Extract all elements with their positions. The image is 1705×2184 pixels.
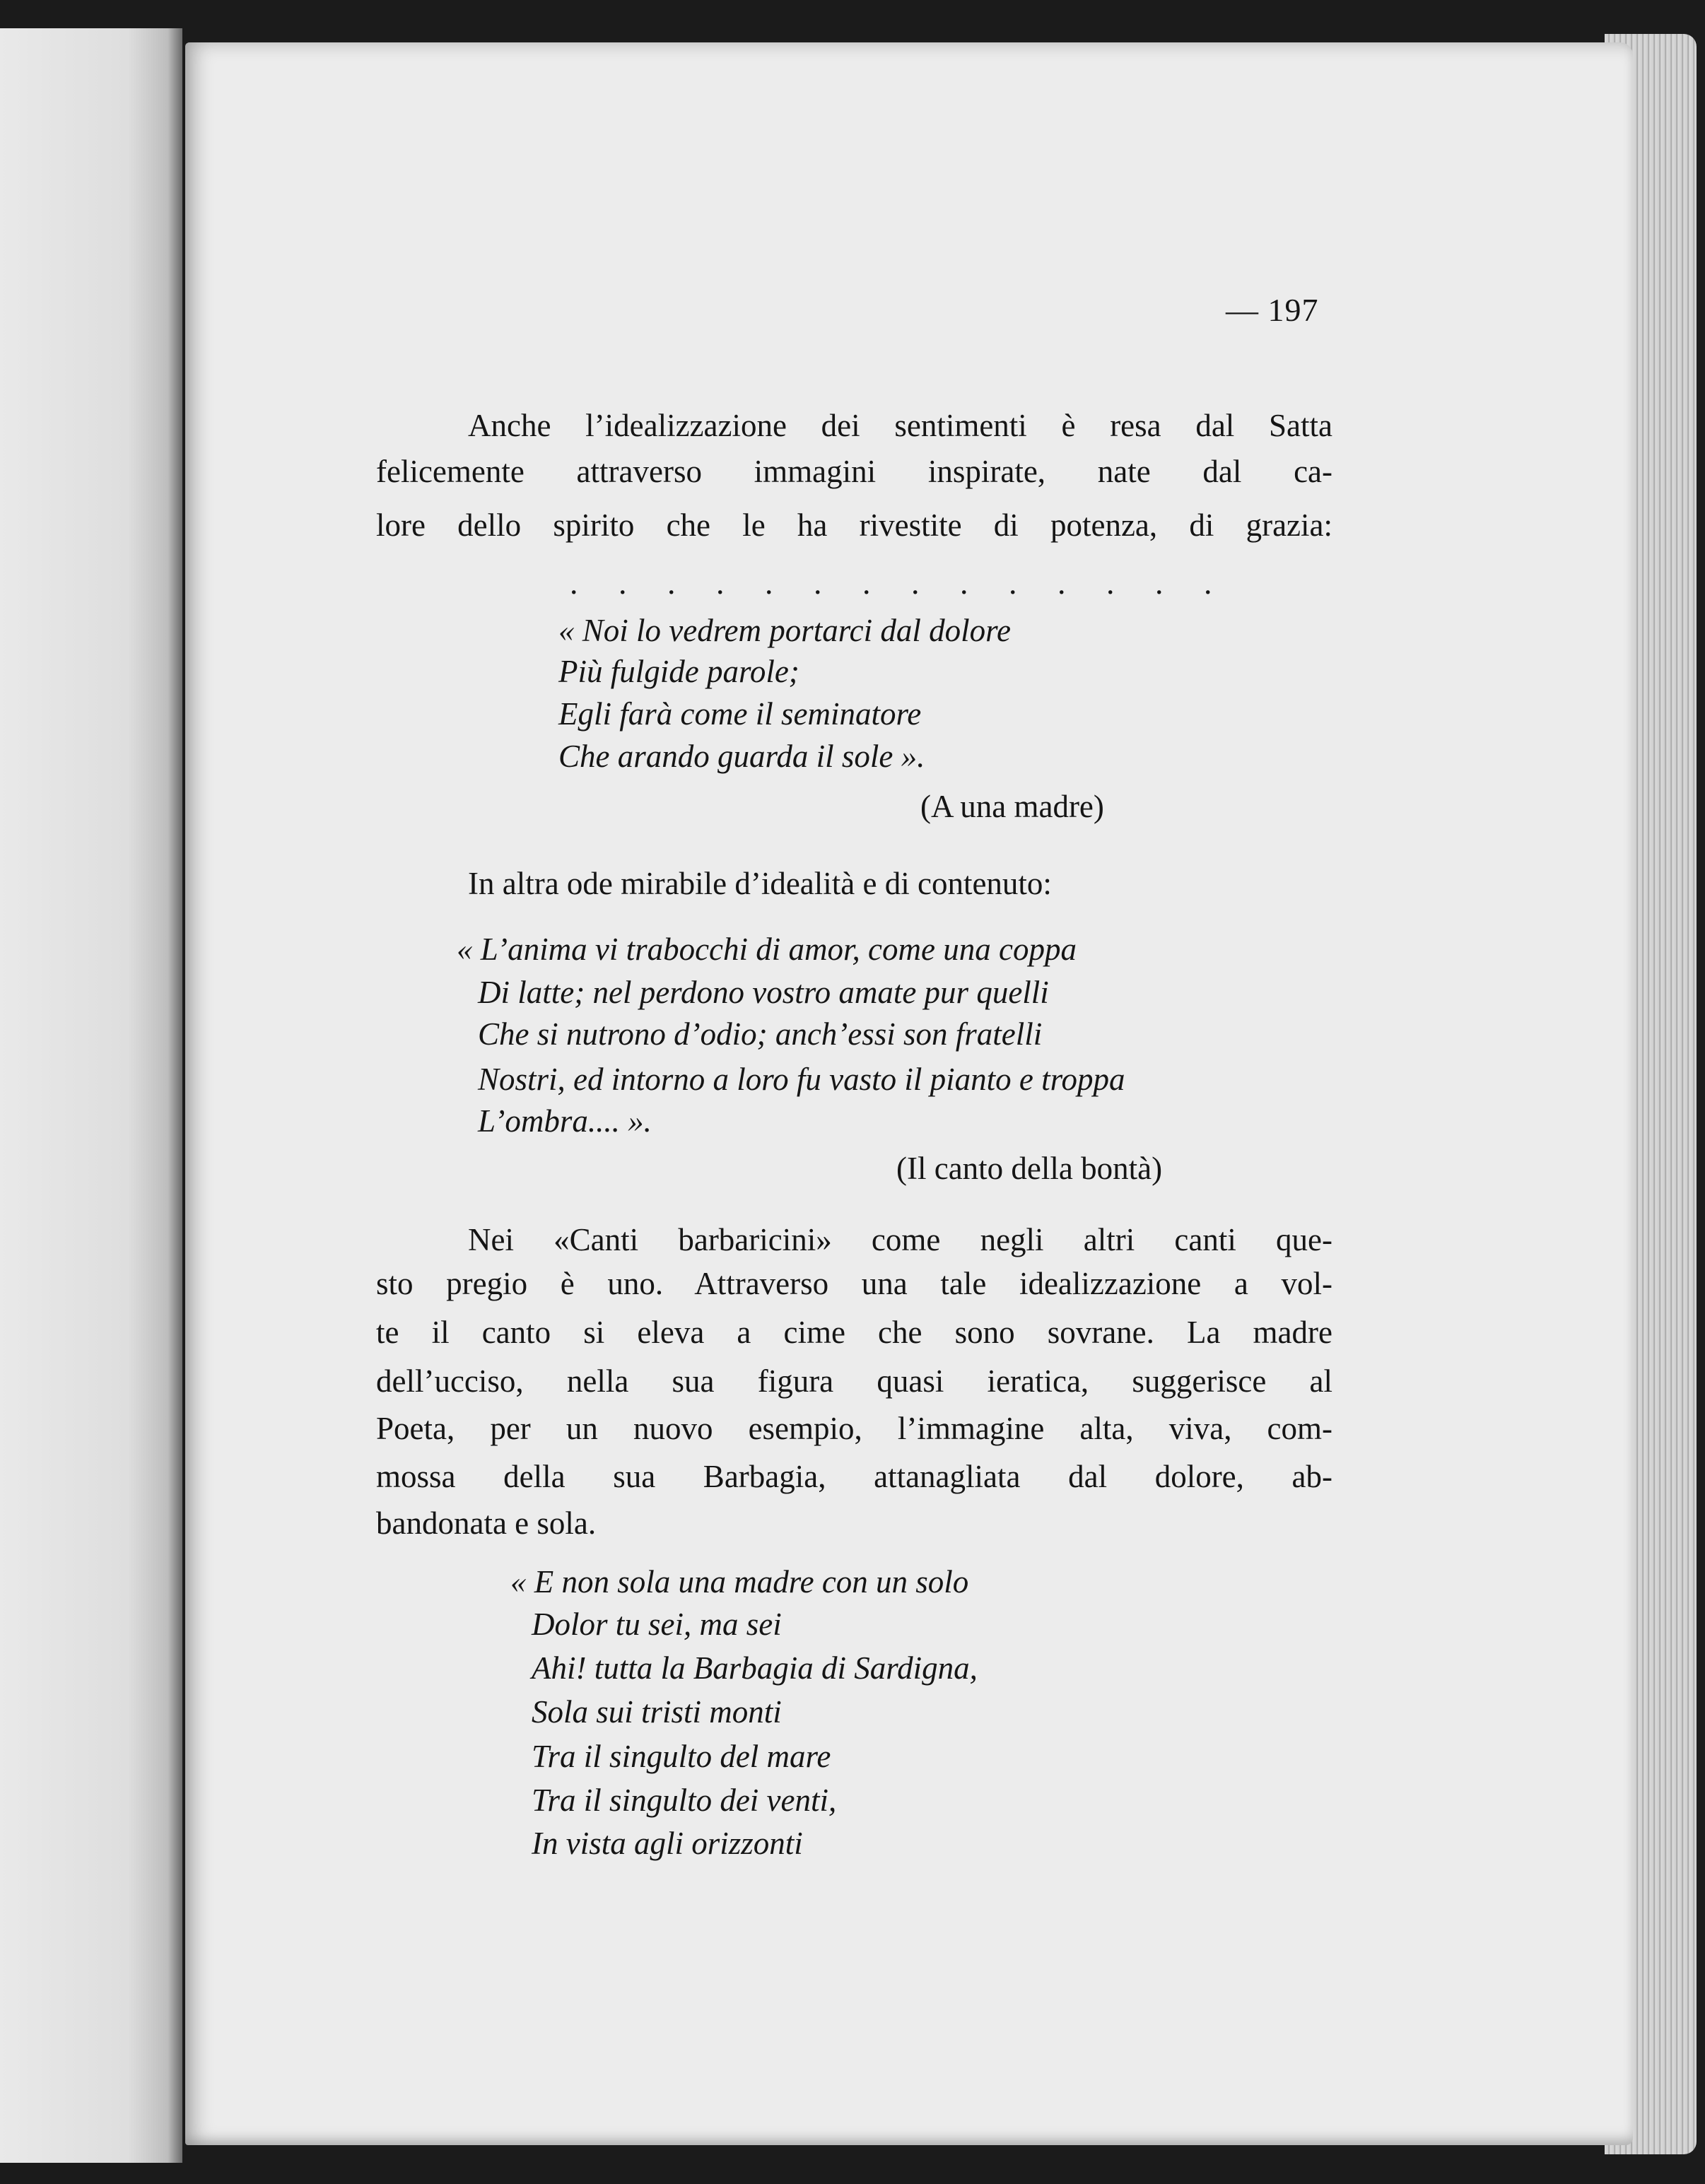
- paragraph-line: Nei «Canti barbaricini» come negli altri canti que-: [468, 1222, 1332, 1257]
- verse-line: Che si nutrono d’odio; anch’essi son fratelli: [478, 1016, 1043, 1052]
- paragraph-line: Anche l’idealizzazione dei sentimenti è resa dal Satta: [468, 408, 1332, 443]
- verse-source: (Il canto della bontà): [896, 1151, 1163, 1186]
- verse-line: « L’anima vi trabocchi di amor, come una coppa: [457, 932, 1077, 967]
- verse-source: (A una madre): [920, 789, 1104, 824]
- verse-line: L’ombra.... ».: [478, 1103, 652, 1139]
- verse-line: Tra il singulto del mare: [532, 1739, 831, 1774]
- verse-line: Che arando guarda il sole ».: [558, 739, 925, 774]
- paragraph-line: felicemente attraverso immagini inspirate, nate dal ca-: [376, 454, 1332, 489]
- verse-line: « Noi lo vedrem portarci dal dolore: [558, 613, 1011, 648]
- verse-ellipsis: . . . . . . . . . . . . . .: [570, 565, 1229, 601]
- verse-line: Sola sui tristi monti: [532, 1694, 782, 1730]
- paragraph-line: bandonata e sola.: [376, 1505, 597, 1541]
- verse-line: In vista agli orizzonti: [532, 1826, 803, 1861]
- verse-line: Dolor tu sei, ma sei: [532, 1607, 782, 1642]
- verse-line: Egli farà come il seminatore: [558, 696, 922, 732]
- verse-line: Tra il singulto dei venti,: [532, 1783, 837, 1818]
- paragraph-line: Poeta, per un nuovo esempio, l’immagine alta, viva, com-: [376, 1411, 1332, 1446]
- paragraph-line: In altra ode mirabile d’idealità e di contenuto:: [468, 866, 1052, 901]
- paragraph-line: sto pregio è uno. Attraverso una tale idealizzazione a vol-: [376, 1266, 1332, 1301]
- paragraph-line: mossa della sua Barbagia, attanagliata dal dolore, ab-: [376, 1459, 1332, 1494]
- facing-page-edge: [0, 28, 182, 2163]
- paragraph-line: dell’ucciso, nella sua figura quasi ieratica, suggerisce al: [376, 1363, 1332, 1399]
- verse-line: « E non sola una madre con un solo: [510, 1564, 969, 1599]
- verse-line: Di latte; nel perdono vostro amate pur quelli: [478, 975, 1049, 1010]
- paragraph-line: te il canto si eleva a cime che sono sovrane. La madre: [376, 1315, 1332, 1350]
- paragraph-line: lore dello spirito che le ha rivestite di potenza, di grazia:: [376, 507, 1332, 543]
- verse-line: Ahi! tutta la Barbagia di Sardigna,: [532, 1650, 978, 1686]
- verse-line: Più fulgide parole;: [558, 654, 799, 689]
- page-number: — 197: [1226, 292, 1319, 328]
- verse-line: Nostri, ed intorno a loro fu vasto il pianto e troppa: [478, 1062, 1125, 1097]
